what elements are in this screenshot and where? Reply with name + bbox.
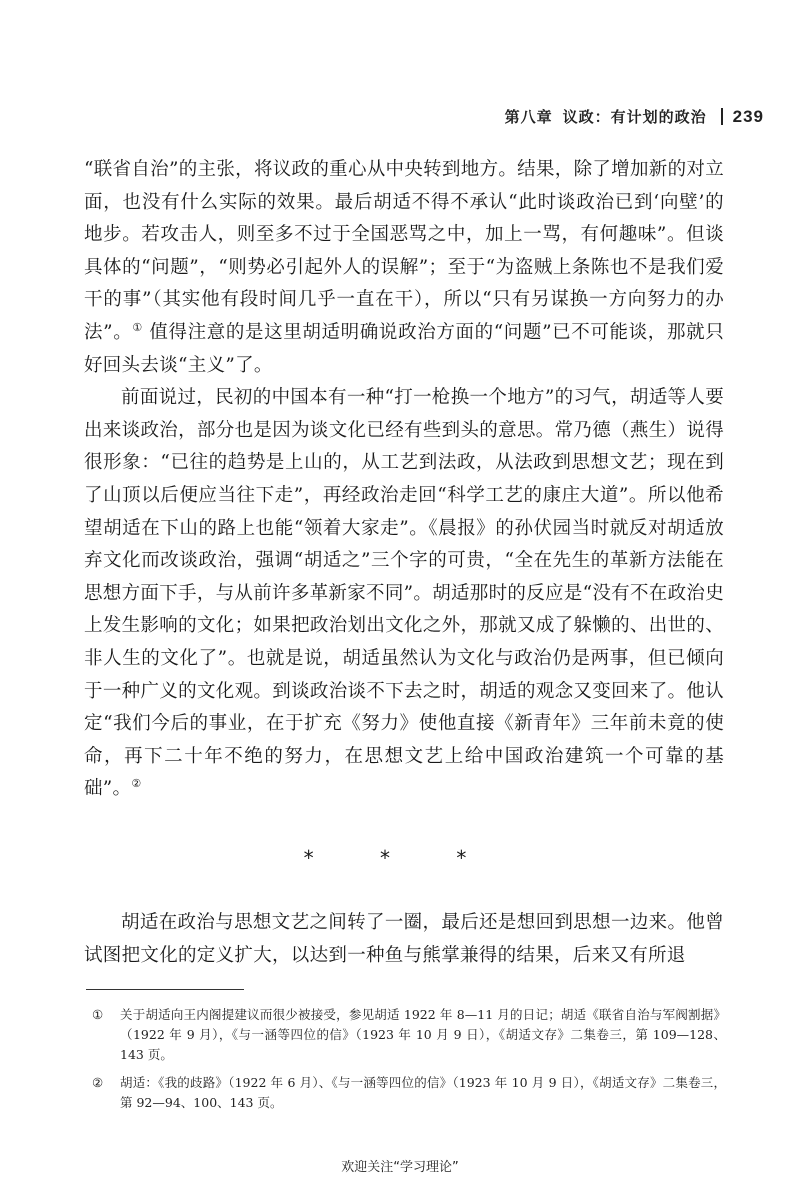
footnote-mark: ① bbox=[92, 1007, 104, 1022]
header-divider bbox=[721, 108, 723, 125]
footnote-2 bbox=[86, 1073, 726, 1113]
bottom-caption: 欢迎关注“学习理论” bbox=[341, 1160, 459, 1175]
footnote-text: 关于胡适向王内阁提建议而很少被接受，参见胡适 1922 年 8—11 月的日记；胡适《联省自治与军阀割据》（1922 年 9 月），《与一涵等四位的信》（1923 年 10 月 9 日），《胡适文存》二集卷三，第 109—128、143 页。 bbox=[120, 1007, 726, 1062]
footnote-1 bbox=[86, 1005, 726, 1065]
main-text bbox=[84, 154, 724, 806]
paragraph-1: “联省自治”的主张，将议政的重心从中央转到地方。结果，除了增加新的对立面，也没有什么实际的效果。最后胡适不得不承认“此时谈政治已到‘向壁’的地步。若攻击人，则至多不过于全国恶骂之中，加上一骂，有何趣味”。但谈具体的“问题”，“则势必引起外人的误解”；至于“为盗贼上条陈也不是我们爱干的事”（其实他有段时间几乎一直在干），所以“只有另谋换一方向努力的办法”。① 值得注意的是这里胡适明确说政治方面的“问题”已不可能谈，那就只好回头去谈“主义”了。 bbox=[84, 159, 724, 376]
main-text-continued bbox=[84, 907, 724, 972]
footnote-ref-2[interactable]: ② bbox=[131, 777, 142, 791]
footnote-divider bbox=[86, 989, 244, 990]
chapter-title: 议政：有计划的政治 bbox=[562, 108, 707, 126]
footnotes bbox=[86, 1005, 726, 1121]
footnote-ref-1[interactable]: ① bbox=[132, 320, 143, 334]
chapter-label: 第八章 bbox=[504, 108, 553, 126]
paragraph-3: 胡适在政治与思想文艺之间转了一圈，最后还是想回到思想一边来。他曾试图把文化的定义扩大，以达到一种鱼与熊掌兼得的结果，后来又有所退 bbox=[84, 912, 724, 966]
page-number: 239 bbox=[732, 107, 764, 126]
footnote-text: 胡适：《我的歧路》（1922 年 6 月）、《与一涵等四位的信》（1923 年 10 月 9 日），《胡适文存》二集卷三，第 92—94、100、143 页。 bbox=[120, 1075, 726, 1110]
running-header bbox=[80, 106, 764, 127]
section-separator: * * * bbox=[303, 846, 497, 870]
paragraph-2: 前面说过，民初的中国本有一种“打一枪换一个地方”的习气，胡适等人要出来谈政治，部分也是因为谈文化已经有些到头的意思。常乃德（燕生）说得很形象：“已往的趋势是上山的，从工艺到法政，从法政到思想文艺；现在到了山顶以后便应当往下走”，再经政治走回“科学工艺的康庄大道”。所以他希望胡适在下山的路上也能“领着大家走”。《晨报》的孙伏园当时就反对胡适放弃文化而改谈政治，强调“胡适之”三个字的可贵，“全在先生的革新方法能在思想方面下手，与从前许多革新家不同”。胡适那时的反应是“没有不在政治史上发生影响的文化；如果把政治划出文化之外，那就又成了躲懒的、出世的、非人生的文化了”。也就是说，胡适虽然认为文化与政治仍是两事，但已倾向于一种广义的文化观。到谈政治谈不下去之时，胡适的观念又变回来了。他认定“我们今后的事业，在于扩充《努力》使他直接《新青年》三年前未竟的使命，再下二十年不绝的努力，在思想文艺上给中国政治建筑一个可靠的基础”。② bbox=[84, 387, 724, 800]
footnote-mark: ② bbox=[92, 1075, 104, 1090]
